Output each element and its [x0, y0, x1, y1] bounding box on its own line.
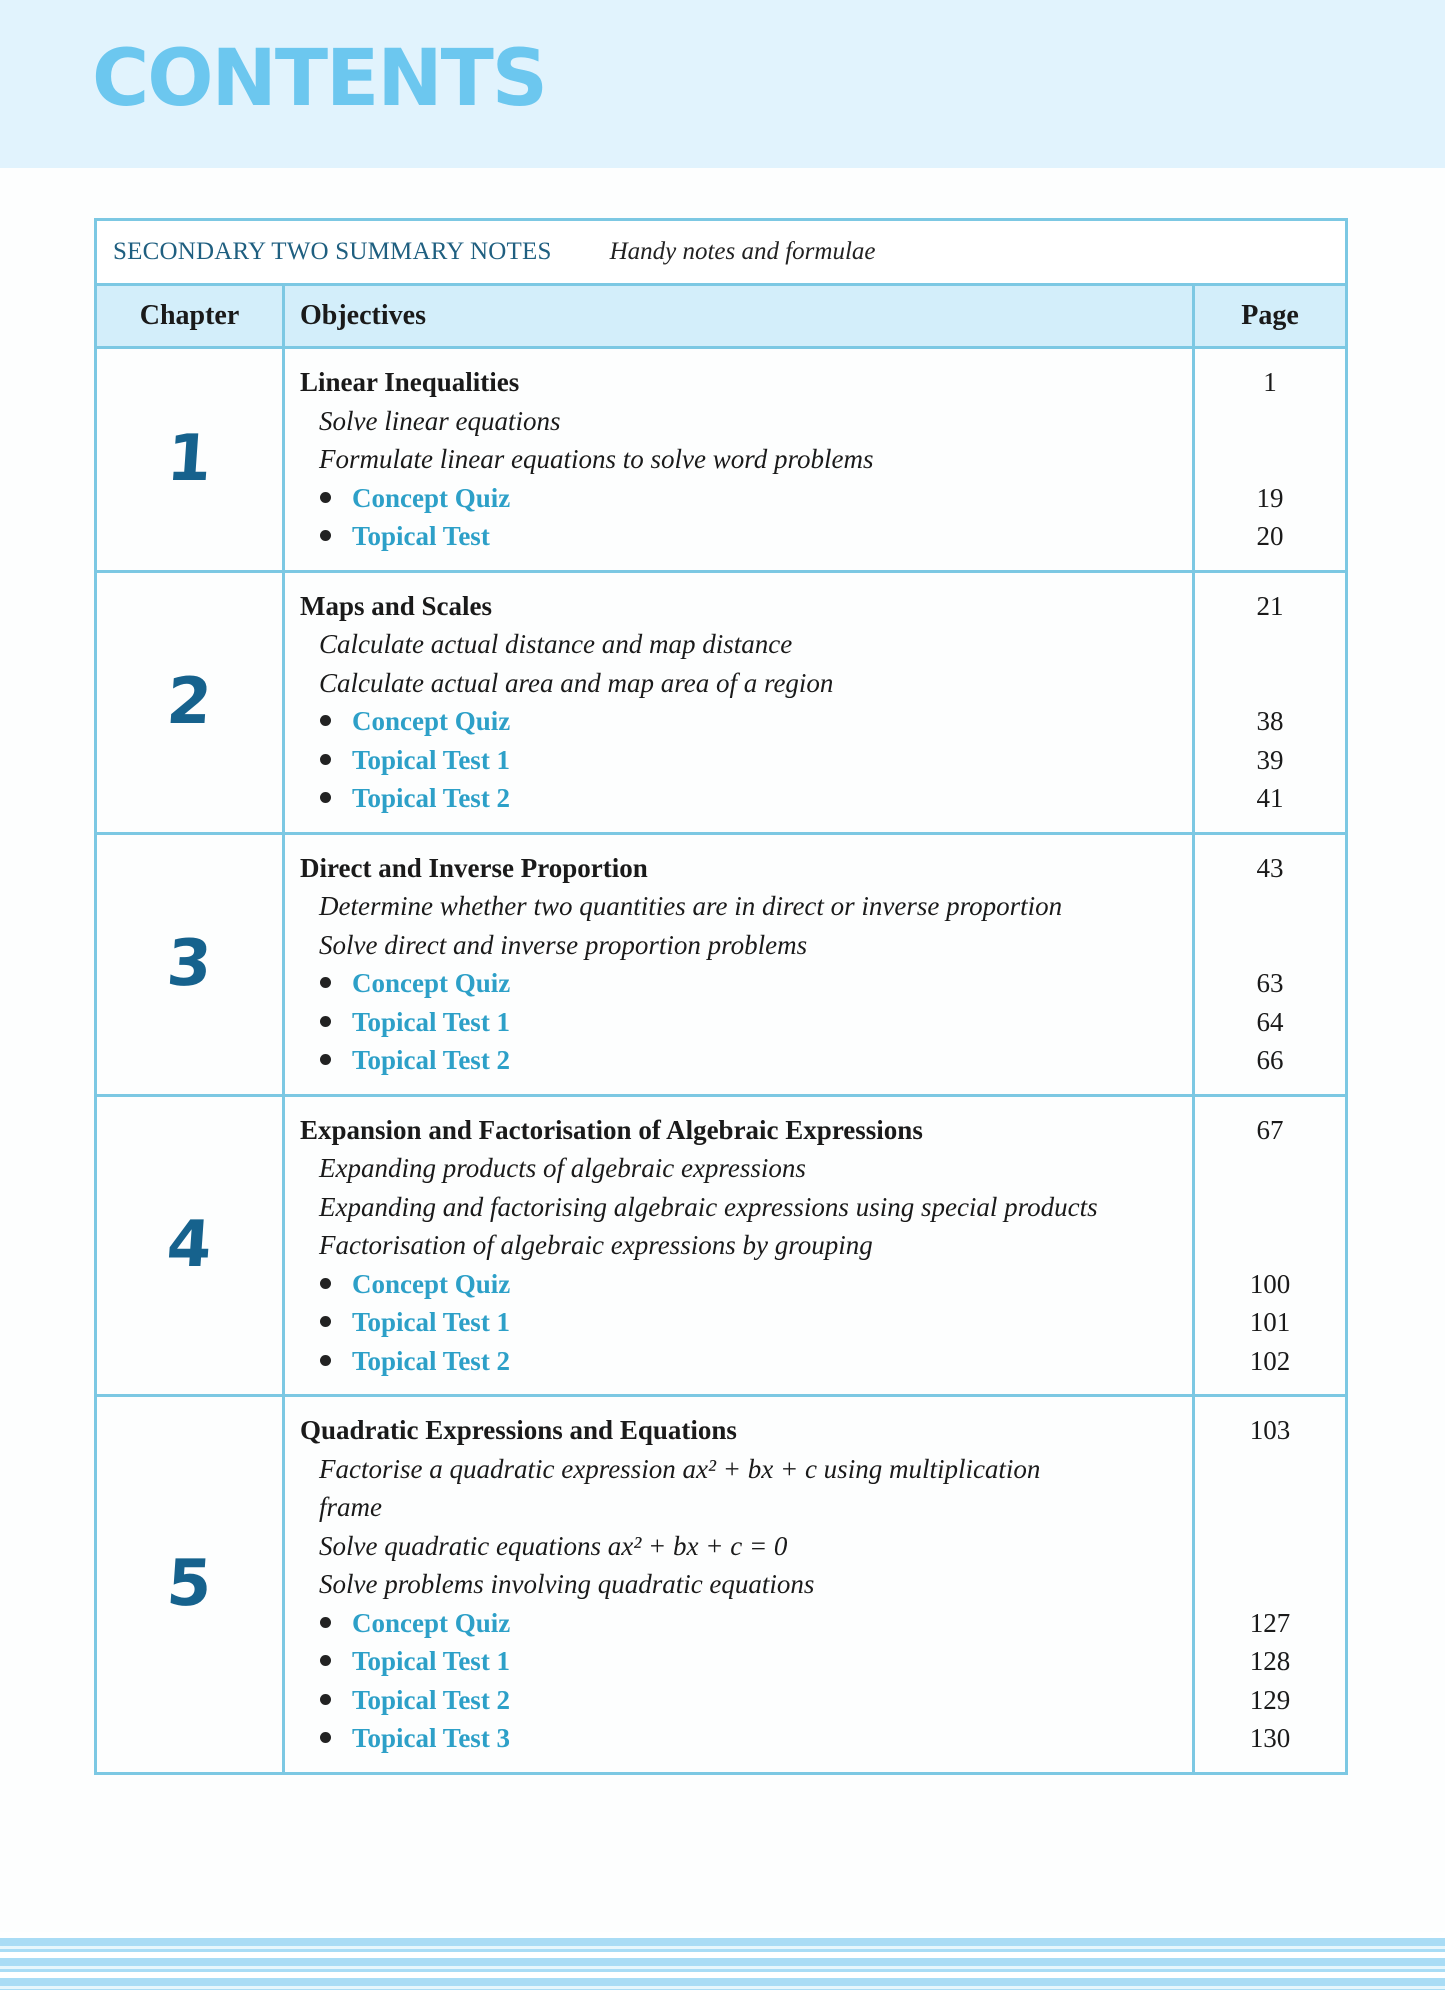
footer-stripes [0, 1932, 1445, 1990]
chapter-number: 4 [164, 1208, 215, 1283]
bullet-icon [320, 1732, 331, 1743]
page-number: 103 [1249, 1415, 1291, 1445]
page-number: 63 [1256, 968, 1284, 998]
page-number: 66 [1256, 1045, 1284, 1075]
page-number: 100 [1249, 1268, 1291, 1299]
chapter-topic-link[interactable]: Expansion and Factorisation of Algebraic Expressions [300, 1114, 923, 1145]
objective: Expanding products of algebraic expressions [319, 1153, 806, 1183]
topical-test-2-link[interactable]: Topical Test 2 [300, 779, 1178, 818]
bullet-icon [320, 1355, 331, 1366]
bullet-icon [320, 792, 331, 803]
chapter-topic-link[interactable]: Quadratic Expressions and Equations [300, 1415, 737, 1445]
page-number: 1 [1263, 367, 1277, 397]
page-number: 39 [1256, 744, 1284, 775]
objective: Solve direct and inverse proportion problems [319, 929, 808, 960]
chapter-row-1 [97, 349, 1345, 573]
topical-test-1-link[interactable]: Topical Test 1 [300, 1003, 1178, 1042]
summary-notes-row[interactable] [97, 221, 1345, 286]
objective: Expanding and factorising algebraic expressions using special products [319, 1191, 1098, 1222]
column-header-chapter: Chapter [139, 300, 240, 331]
objective: Formulate linear equations to solve word problems [319, 444, 874, 474]
summary-notes-subtitle: Handy notes and formulae [609, 238, 876, 265]
page-number: 67 [1256, 1114, 1284, 1145]
chapter-topic-link[interactable]: Maps and Scales [300, 590, 493, 621]
chapter-number: 1 [164, 422, 215, 497]
topical-test-1-link[interactable]: Topical Test 1 [300, 1303, 1178, 1342]
chapter-number: 2 [164, 665, 215, 739]
page-number: 130 [1249, 1723, 1291, 1753]
contents-table [94, 218, 1348, 1775]
chapter-row-5 [97, 1397, 1345, 1772]
page-number: 102 [1249, 1345, 1291, 1376]
page-number: 20 [1256, 521, 1284, 551]
topical-test-2-link[interactable]: Topical Test 2 [300, 1681, 1178, 1720]
objective: Calculate actual area and map area of a region [319, 667, 834, 698]
page-number: 19 [1256, 482, 1284, 513]
chapter-number: 3 [164, 927, 215, 1001]
topical-test-2-link[interactable]: Topical Test 2 [300, 1041, 1178, 1080]
bullet-icon [320, 1054, 331, 1065]
chapter-topic-link[interactable]: Linear Inequalities [300, 367, 520, 397]
concept-quiz-link[interactable]: Concept Quiz [300, 964, 1178, 1003]
page-number: 64 [1256, 1006, 1284, 1037]
objective: Determine whether two quantities are in direct or inverse proportion [319, 891, 1063, 921]
topical-test-3-link[interactable]: Topical Test 3 [300, 1719, 1178, 1758]
page-number: 128 [1249, 1646, 1291, 1676]
bullet-icon [320, 1694, 331, 1705]
column-header-objectives: Objectives [300, 300, 426, 331]
bullet-icon [320, 1316, 331, 1327]
topical-test-link[interactable]: Topical Test [300, 517, 1178, 556]
page-number: 127 [1249, 1607, 1291, 1638]
summary-notes-title[interactable]: SECONDARY TWO SUMMARY NOTES [113, 238, 552, 265]
objective: Calculate actual distance and map distance [319, 629, 793, 659]
page-number: 21 [1256, 590, 1284, 621]
bullet-icon [320, 715, 331, 726]
objective: Solve linear equations [319, 405, 561, 436]
bullet-icon [320, 1016, 331, 1027]
objective: Factorisation of algebraic expressions by grouping [319, 1230, 873, 1260]
column-header-page: Page [1241, 300, 1299, 331]
bullet-icon [320, 530, 331, 541]
objective: Solve problems involving quadratic equations [319, 1569, 815, 1599]
bullet-icon [320, 754, 331, 765]
objective: Solve quadratic equations ax² + bx + c = 0 [319, 1530, 788, 1561]
chapter-row-3 [97, 835, 1345, 1097]
page-number: 101 [1249, 1307, 1291, 1337]
table-header-row [97, 286, 1345, 349]
bullet-icon [320, 977, 331, 988]
banner-scalloped-edge [0, 160, 1445, 174]
page-number: 129 [1249, 1684, 1291, 1715]
bullet-icon [320, 1278, 331, 1289]
objective: Factorise a quadratic expression ax² + bx + c using multiplication [319, 1453, 1041, 1484]
concept-quiz-link[interactable]: Concept Quiz [300, 1265, 1178, 1304]
concept-quiz-link[interactable]: Concept Quiz [300, 479, 1178, 518]
concept-quiz-link[interactable]: Concept Quiz [300, 1604, 1178, 1643]
bullet-icon [320, 492, 331, 503]
page-number: 41 [1256, 783, 1284, 813]
bullet-icon [320, 1655, 331, 1666]
objective-continued: frame [319, 1492, 382, 1522]
page-title: CONTENTS [92, 34, 546, 124]
chapter-row-2 [97, 573, 1345, 835]
chapter-topic-link[interactable]: Direct and Inverse Proportion [300, 852, 648, 883]
concept-quiz-link[interactable]: Concept Quiz [300, 702, 1178, 741]
chapter-row-4 [97, 1097, 1345, 1398]
topical-test-1-link[interactable]: Topical Test 1 [300, 741, 1178, 780]
bullet-icon [320, 1617, 331, 1628]
topical-test-1-link[interactable]: Topical Test 1 [300, 1642, 1178, 1681]
chapter-number: 5 [164, 1547, 215, 1622]
page-number: 38 [1256, 706, 1284, 736]
topical-test-2-link[interactable]: Topical Test 2 [300, 1342, 1178, 1381]
page-number: 43 [1256, 852, 1284, 883]
